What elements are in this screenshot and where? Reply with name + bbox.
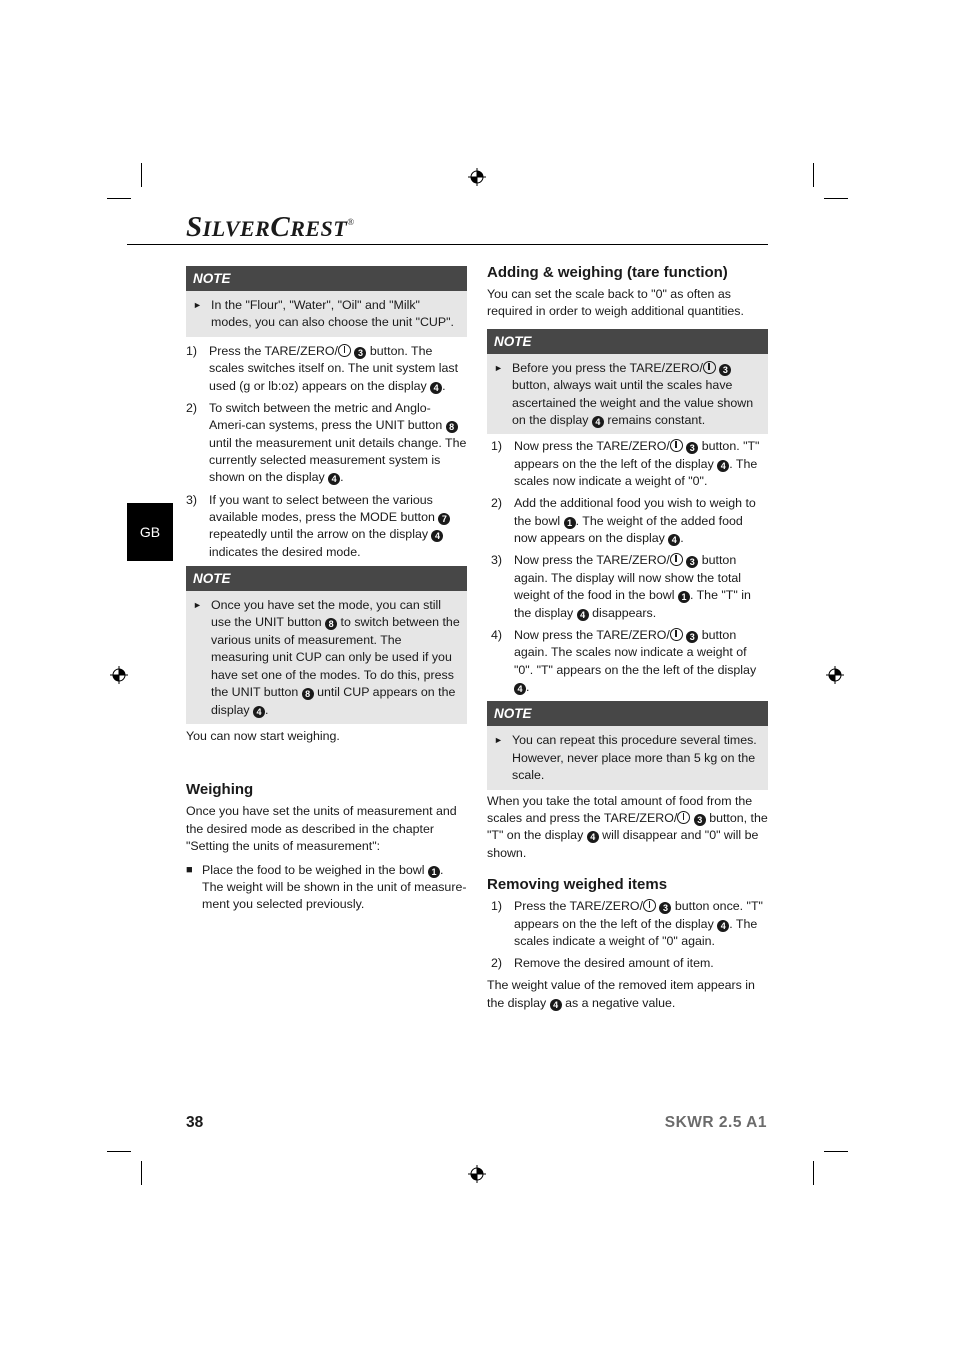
note-text: Before you press the TARE/ZERO/ 3 button, always wait until the scales have ascertained the weight and the value shown on the display 4 remains constant.: [512, 360, 754, 428]
ref-display: 4: [514, 683, 526, 695]
list-item: 1) Press the TARE/ZERO/ 3 button. The scales switches itself on. The unit system last used (g or lb:oz) appears on the display 4 .: [186, 343, 459, 393]
step-list: [487, 438, 768, 696]
note-heading: NOTE: [186, 266, 467, 291]
list-item: ■ Place the food to be weighed in the bowl 1 . The weight will be shown in the unit of measure-ment you selected previously.: [186, 862, 467, 914]
registration-mark-icon: [468, 1165, 486, 1183]
note-text: Once you have set the mode, you can still use the UNIT button 8 to switch between the various units of measurement. The measuring unit CUP can only be used if you have set one of the modes. To do this, press the UNIT button 8 until CUP appears on the display 4 .: [211, 598, 460, 717]
registration-mark-icon: [110, 666, 128, 684]
power-icon: [670, 439, 683, 452]
brand-logo: SILVERCREST®: [186, 211, 355, 243]
bullet-icon: ■: [186, 863, 193, 876]
ref-tare-button: 3: [719, 364, 731, 376]
note-box: [487, 701, 768, 789]
ref-display: 4: [668, 534, 680, 546]
note-box: [186, 266, 467, 337]
page-number: 38: [186, 1114, 204, 1131]
list-item: 1) Now press the TARE/ZERO/ 3 button. "T" appears on the the left of the display 4 . The scales now indicate a weight of "0".: [491, 439, 760, 489]
ref-display: 4: [717, 460, 729, 472]
section-heading: Weighing: [186, 781, 254, 799]
section-heading: Adding & weighing (tare function): [487, 264, 728, 281]
ref-display: 4: [577, 609, 589, 621]
power-icon: [703, 361, 716, 374]
language-tab: GB: [127, 503, 173, 561]
note-text: In the "Flour", "Water", "Oil" and "Milk" modes, you can also choose the unit "CUP".: [211, 298, 454, 330]
arrow-icon: ►: [193, 300, 202, 310]
ref-tare-button: 3: [686, 556, 698, 568]
ref-tare-button: 3: [686, 442, 698, 454]
ref-display: 4: [430, 382, 442, 394]
body-text: You can set the scale back to "0" as often as required in order to weigh additional quantities.: [487, 287, 744, 319]
list-item: 1) Press the TARE/ZERO/ 3 button once. "T" appears on the the left of the display 4 . The scales indicate a weight of "0" again.: [491, 899, 763, 948]
arrow-icon: ►: [494, 362, 503, 373]
ref-tare-button: 3: [686, 631, 698, 643]
model-number: SKWR 2.5 A1: [664, 1114, 767, 1131]
ref-unit-button: 8: [446, 421, 458, 433]
body-text: Once you have set the units of measurement and the desired mode as described in the chapter "Setting the units of measurement":: [186, 804, 457, 854]
ref-display: 4: [253, 706, 265, 718]
right-column: [487, 263, 768, 1012]
note-box: [487, 329, 768, 435]
note-heading: NOTE: [487, 329, 768, 354]
power-icon: [670, 628, 683, 641]
power-icon: [677, 811, 690, 824]
crop-mark: [824, 198, 848, 199]
ref-bowl: 1: [428, 866, 440, 878]
ref-bowl: 1: [678, 591, 690, 603]
body-text: You can now start weighing.: [186, 728, 340, 743]
crop-mark: [107, 1151, 131, 1152]
crop-mark: [107, 198, 131, 199]
ref-tare-button: 3: [659, 902, 671, 914]
ref-display: 4: [717, 920, 729, 932]
power-icon: [670, 553, 683, 566]
ref-tare-button: 3: [354, 347, 366, 359]
list-item: 3) If you want to select between the various available modes, press the MODE button 7 repeatedly until the arrow on the display 4 indicates the desired mode.: [186, 492, 467, 562]
ref-tare-button: 3: [694, 814, 706, 826]
ref-display: 4: [431, 530, 443, 542]
arrow-icon: ►: [193, 600, 202, 611]
crop-mark: [141, 1161, 142, 1185]
arrow-icon: ►: [494, 735, 503, 746]
body-text: The weight value of the removed item appears in the display 4 as a negative value.: [487, 978, 755, 1010]
registration-mark-icon: [826, 666, 844, 684]
crop-mark: [813, 1161, 814, 1185]
left-column: [186, 266, 467, 914]
note-heading: NOTE: [487, 701, 768, 726]
list-item: 2) Remove the desired amount of item.: [491, 956, 714, 971]
ref-unit-button: 8: [325, 618, 337, 630]
note-text: You can repeat this procedure several times. However, never place more than 5 kg on the scale.: [512, 733, 757, 783]
header-divider: [127, 244, 768, 245]
power-icon: [338, 344, 351, 357]
ref-mode-button: 7: [438, 513, 450, 525]
body-text: When you take the total amount of food from the scales and press the TARE/ZERO/ 3 button, the "T" on the display 4 will disappear and "0" will be shown.: [487, 793, 768, 860]
step-list: [186, 343, 467, 561]
ref-display: 4: [328, 473, 340, 485]
list-item: 2) Add the additional food you wish to weigh to the bowl 1 . The weight of the added food now appears on the display 4 .: [491, 496, 756, 546]
ref-unit-button: 8: [302, 688, 314, 700]
list-item: 4) Now press the TARE/ZERO/ 3 button again. The scales now indicate a weight of "0". "T" appears on the the left of the display 4 .: [491, 627, 757, 695]
note-heading: NOTE: [186, 566, 467, 591]
ref-display: 4: [592, 416, 604, 428]
crop-mark: [824, 1151, 848, 1152]
crop-mark: [813, 163, 814, 187]
list-item: 2) To switch between the metric and Anglo-Ameri-can systems, press the UNIT button 8 until the measurement unit details change. The currently selected measurement system is shown on the display 4 .: [186, 400, 467, 485]
step-list: [487, 898, 768, 972]
registration-mark-icon: [468, 168, 486, 186]
ref-display: 4: [587, 831, 599, 843]
power-icon: [643, 899, 656, 912]
list-item: 3) Now press the TARE/ZERO/ 3 button again. The display will now show the total weight of the food in the bowl 1 . The "T" in the display 4 disappears.: [491, 553, 751, 620]
ref-bowl: 1: [564, 517, 576, 529]
note-box: [186, 566, 467, 724]
section-heading: Removing weighed items: [487, 876, 668, 894]
ref-display: 4: [550, 999, 562, 1011]
crop-mark: [141, 163, 142, 187]
